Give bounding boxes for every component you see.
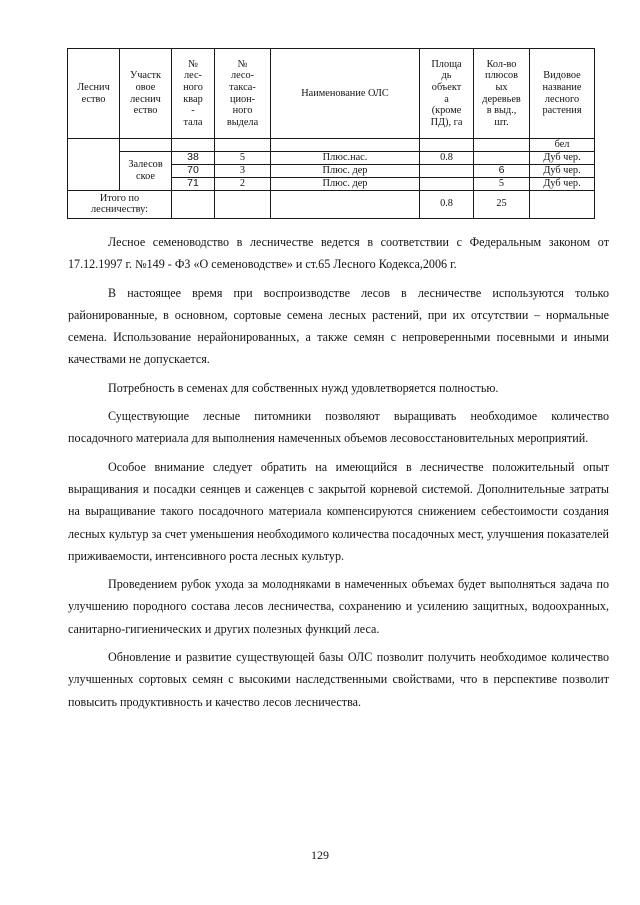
cell-name: Плюс.нас. (271, 151, 420, 164)
header-quarter: № лес- ного квар - тала (172, 49, 215, 139)
table-cell (172, 190, 215, 218)
olс-table (67, 48, 595, 219)
paragraph: Существующие лесные питомники позволяют выращивать необходимое количество посадочного материала для выполнения намеченных объемов лесовосстановительных мероприятий. (68, 409, 609, 446)
paragraph: Особое внимание следует обратить на имеющийся в лесничестве положительный опыт выращивания и посадки сеянцев и саженцев с закрытой корневой системой. Дополнительные затраты на выращивание такого посадочного материала компенсируются снижением себестоимости создания лесных культур за счет уменьшения необходимого количества посадочных мест, улучшения показателей приживаемости, интенсивного роста лесных культур. (68, 459, 609, 563)
cell-forestry (68, 139, 120, 191)
cell-species: Дуб чер. (530, 164, 595, 177)
table-cell (215, 139, 271, 152)
cell-species: бел (530, 139, 595, 152)
total-label: Итого по лесничеству: (68, 190, 172, 218)
paragraph: Потребность в семенах для собственных нужд удовлетворяется полностью. (108, 380, 499, 395)
header-district: Участк овое леснич ество (120, 49, 172, 139)
header-forestry: Леснич ество (68, 49, 120, 139)
table-cell (474, 139, 530, 152)
body-text (68, 231, 609, 719)
cell-quarter: 70 (172, 164, 215, 177)
cell-section: 2 (215, 177, 271, 190)
table-header-row (68, 49, 595, 139)
table-row (68, 139, 595, 152)
table-row (68, 151, 595, 164)
table-total-row (68, 190, 595, 218)
cell-section: 5 (215, 151, 271, 164)
cell-name: Плюс. дер (271, 177, 420, 190)
table-cell (120, 139, 172, 152)
cell-count: 5 (474, 177, 530, 190)
paragraph: В настоящее время при воспроизводстве лесов в лесничестве используются только районированные, в основном, сортовые семена лесных растений, при их отсутствии – нормальные семена. Использование нерайонированных, а также семян с непроверенными посевными и иными качествами не допускается. (68, 285, 609, 367)
header-section: № лесо- такса- цион- ного выдела (215, 49, 271, 139)
header-count: Кол-во плюсов ых деревьев в выд., шт. (474, 49, 530, 139)
paragraph: Обновление и развитие существующей базы ОЛС позволит получить необходимое количество улучшенных сортовых семян с высокими наследственными свойствами, что в перспективе позволит повысить продуктивность и качество лесов лесничества. (68, 650, 609, 709)
table-cell (530, 190, 595, 218)
cell-name: Плюс. дер (271, 164, 420, 177)
page-number: 129 (311, 848, 329, 862)
table-cell (215, 190, 271, 218)
table-cell (420, 139, 474, 152)
cell-area (420, 177, 474, 190)
cell-area: 0.8 (420, 151, 474, 164)
paragraph: Лесное семеноводство в лесничестве ведется в соответствии с Федеральным законом от 17.12.1997 г. №149 - ФЗ «О семеноводстве» и ст.65 Лесного Кодекса,2006 г. (68, 235, 609, 272)
cell-section: 3 (215, 164, 271, 177)
header-area: Площа дь объект а (кроме ПД), га (420, 49, 474, 139)
total-area: 0.8 (420, 190, 474, 218)
table-cell (271, 190, 420, 218)
cell-species: Дуб чер. (530, 151, 595, 164)
cell-species: Дуб чер. (530, 177, 595, 190)
table-cell (172, 139, 215, 152)
cell-quarter: 71 (172, 177, 215, 190)
paragraph: Проведением рубок ухода за молодняками в намеченных объемах будет выполняться задача по улучшению породного состава лесов лесничества, сохранению и усилению защитных, водоохранных, санитарно-гигиенических и других полезных функций леса. (68, 577, 609, 636)
cell-quarter: 38 (172, 151, 215, 164)
cell-count (474, 151, 530, 164)
header-name: Наименование ОЛС (271, 49, 420, 139)
cell-count: 6 (474, 164, 530, 177)
cell-area (420, 164, 474, 177)
header-species: Видовое название лесного растения (530, 49, 595, 139)
cell-district: Залесов ское (120, 151, 172, 190)
table-cell (271, 139, 420, 152)
total-count: 25 (474, 190, 530, 218)
